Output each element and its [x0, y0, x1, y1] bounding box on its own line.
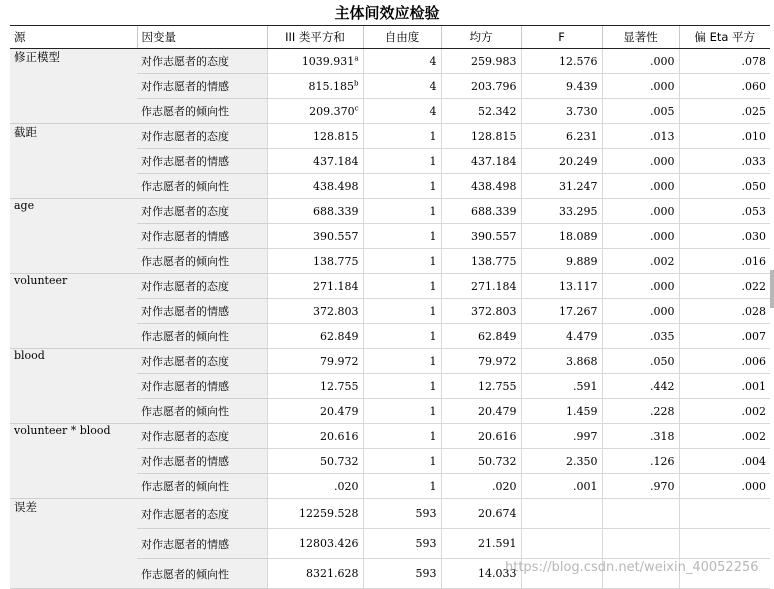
partial-eta-cell [679, 529, 770, 559]
partial-eta-cell: .053 [679, 199, 770, 224]
mean-square-cell: 20.479 [441, 399, 521, 424]
sum-of-squares-value: 688.339 [313, 204, 359, 218]
header-row [10, 26, 770, 49]
partial-eta-cell: .004 [679, 449, 770, 474]
mean-square-cell: 203.796 [441, 74, 521, 99]
header-significance: 显著性 [602, 26, 679, 49]
sum-of-squares-value: 138.775 [313, 254, 359, 268]
significance-cell: .000 [602, 299, 679, 324]
partial-eta-cell: .002 [679, 399, 770, 424]
sum-of-squares-cell [267, 299, 363, 324]
header-f: F [521, 26, 602, 49]
significance-cell: .013 [602, 124, 679, 149]
between-subjects-effects-table [10, 25, 770, 589]
header-source: 源 [10, 26, 137, 49]
f-cell: 33.295 [521, 199, 602, 224]
sum-of-squares-value: 79.972 [320, 354, 359, 368]
sum-of-squares-value: 62.849 [320, 329, 359, 343]
table-row [10, 199, 770, 224]
header-df: 自由度 [363, 26, 441, 49]
partial-eta-cell: .010 [679, 124, 770, 149]
dependent-variable-cell: 对作志愿者的情感 [137, 224, 267, 249]
dependent-variable-cell: 作志愿者的倾向性 [137, 99, 267, 124]
partial-eta-cell: .050 [679, 174, 770, 199]
mean-square-cell: 12.755 [441, 374, 521, 399]
mean-square-cell: 14.033 [441, 559, 521, 589]
sum-of-squares-value: 12.755 [320, 379, 359, 393]
df-cell: 1 [363, 299, 441, 324]
dependent-variable-cell: 对作志愿者的态度 [137, 49, 267, 74]
sum-of-squares-value: 12259.528 [299, 507, 359, 520]
mean-square-cell: 50.732 [441, 449, 521, 474]
sum-of-squares-value: 12803.426 [299, 537, 359, 550]
significance-cell: .005 [602, 99, 679, 124]
sum-of-squares-cell [267, 324, 363, 349]
sum-of-squares-value: 50.732 [320, 454, 359, 468]
f-cell: .997 [521, 424, 602, 449]
mean-square-cell: 20.616 [441, 424, 521, 449]
significance-cell: .035 [602, 324, 679, 349]
f-cell: 2.350 [521, 449, 602, 474]
mean-square-cell: .020 [441, 474, 521, 499]
sum-of-squares-cell [267, 224, 363, 249]
source-cell: volunteer [10, 274, 137, 349]
partial-eta-cell: .025 [679, 99, 770, 124]
df-cell: 1 [363, 324, 441, 349]
dependent-variable-cell: 对作志愿者的情感 [137, 149, 267, 174]
significance-cell: .126 [602, 449, 679, 474]
dependent-variable-cell: 对作志愿者的态度 [137, 124, 267, 149]
f-cell: 6.231 [521, 124, 602, 149]
sum-of-squares-cell [267, 559, 363, 589]
significance-cell: .000 [602, 49, 679, 74]
mean-square-cell: 20.674 [441, 499, 521, 529]
table-row [10, 349, 770, 374]
watermark: https://blog.csdn.net/weixin_40052256 [505, 560, 759, 575]
df-cell: 1 [363, 149, 441, 174]
mean-square-cell: 271.184 [441, 274, 521, 299]
partial-eta-cell: .006 [679, 349, 770, 374]
f-cell: 17.267 [521, 299, 602, 324]
sum-of-squares-cell [267, 49, 363, 74]
f-cell: .591 [521, 374, 602, 399]
dependent-variable-cell: 对作志愿者的情感 [137, 299, 267, 324]
sum-of-squares-value: 271.184 [313, 279, 359, 293]
f-cell: 31.247 [521, 174, 602, 199]
f-cell: 12.576 [521, 49, 602, 74]
sum-of-squares-cell [267, 174, 363, 199]
f-cell: 18.089 [521, 224, 602, 249]
sum-of-squares-cell [267, 274, 363, 299]
df-cell: 593 [363, 499, 441, 529]
dependent-variable-cell: 作志愿者的倾向性 [137, 174, 267, 199]
dependent-variable-cell: 对作志愿者的态度 [137, 424, 267, 449]
sum-of-squares-value: 20.479 [320, 404, 359, 418]
df-cell: 1 [363, 374, 441, 399]
partial-eta-cell: .001 [679, 374, 770, 399]
dependent-variable-cell: 对作志愿者的态度 [137, 274, 267, 299]
df-cell: 593 [363, 529, 441, 559]
sum-of-squares-cell [267, 199, 363, 224]
dependent-variable-cell: 对作志愿者的态度 [137, 199, 267, 224]
df-cell: 593 [363, 559, 441, 589]
source-cell: volunteer * blood [10, 424, 137, 499]
significance-cell [602, 499, 679, 529]
scrollbar-fragment [770, 270, 774, 308]
partial-eta-cell: .022 [679, 274, 770, 299]
significance-cell: .000 [602, 274, 679, 299]
df-cell: 1 [363, 124, 441, 149]
sum-of-squares-value: 437.184 [313, 154, 359, 168]
sum-of-squares-value: 128.815 [313, 129, 359, 143]
mean-square-cell: 62.849 [441, 324, 521, 349]
footnote-marker: a [354, 53, 359, 62]
sum-of-squares-cell [267, 474, 363, 499]
table-title: 主体间效应检验 [334, 4, 440, 22]
mean-square-cell: 52.342 [441, 99, 521, 124]
df-cell: 1 [363, 249, 441, 274]
df-cell: 1 [363, 224, 441, 249]
significance-cell: .002 [602, 249, 679, 274]
table-body [10, 49, 770, 589]
significance-cell: .000 [602, 174, 679, 199]
sum-of-squares-cell [267, 249, 363, 274]
df-cell: 4 [363, 99, 441, 124]
significance-cell: .318 [602, 424, 679, 449]
sum-of-squares-value: 438.498 [313, 179, 359, 193]
partial-eta-cell [679, 499, 770, 529]
dependent-variable-cell: 作志愿者的倾向性 [137, 559, 267, 589]
mean-square-cell: 259.983 [441, 49, 521, 74]
table-row [10, 424, 770, 449]
sum-of-squares-value: .020 [334, 479, 359, 493]
dependent-variable-cell: 作志愿者的倾向性 [137, 474, 267, 499]
significance-cell: .442 [602, 374, 679, 399]
sum-of-squares-value: 815.185 [308, 79, 355, 93]
dependent-variable-cell: 作志愿者的倾向性 [137, 324, 267, 349]
significance-cell: .000 [602, 224, 679, 249]
f-cell: .001 [521, 474, 602, 499]
sum-of-squares-cell [267, 374, 363, 399]
sum-of-squares-cell [267, 349, 363, 374]
sum-of-squares-cell [267, 99, 363, 124]
dependent-variable-cell: 作志愿者的倾向性 [137, 399, 267, 424]
sum-of-squares-cell [267, 424, 363, 449]
table-row [10, 274, 770, 299]
source-cell: 截距 [10, 124, 137, 199]
sum-of-squares-cell [267, 124, 363, 149]
source-cell: 误差 [10, 499, 137, 589]
f-cell: 9.439 [521, 74, 602, 99]
significance-cell [602, 529, 679, 559]
header-partial-eta-squared: 偏 Eta 平方 [679, 26, 770, 49]
sum-of-squares-cell [267, 74, 363, 99]
partial-eta-cell: .000 [679, 474, 770, 499]
sum-of-squares-value: 20.616 [320, 429, 359, 443]
footnote-marker: b [354, 78, 359, 87]
significance-cell: .000 [602, 199, 679, 224]
dependent-variable-cell: 对作志愿者的情感 [137, 529, 267, 559]
significance-cell: .970 [602, 474, 679, 499]
f-cell: 3.730 [521, 99, 602, 124]
partial-eta-cell: .007 [679, 324, 770, 349]
f-cell: 3.868 [521, 349, 602, 374]
partial-eta-cell: .078 [679, 49, 770, 74]
f-cell: 1.459 [521, 399, 602, 424]
sum-of-squares-cell [267, 529, 363, 559]
partial-eta-cell: .028 [679, 299, 770, 324]
dependent-variable-cell: 对作志愿者的情感 [137, 374, 267, 399]
footnote-marker: c [354, 103, 359, 112]
dependent-variable-cell: 对作志愿者的态度 [137, 349, 267, 374]
source-cell: blood [10, 349, 137, 424]
df-cell: 1 [363, 399, 441, 424]
table-row [10, 499, 770, 529]
df-cell: 1 [363, 174, 441, 199]
df-cell: 1 [363, 349, 441, 374]
f-cell [521, 529, 602, 559]
f-cell: 13.117 [521, 274, 602, 299]
partial-eta-cell: .002 [679, 424, 770, 449]
df-cell: 4 [363, 74, 441, 99]
mean-square-cell: 390.557 [441, 224, 521, 249]
df-cell: 1 [363, 199, 441, 224]
sum-of-squares-value: 209.370 [309, 104, 355, 118]
df-cell: 1 [363, 474, 441, 499]
sum-of-squares-value: 1039.931 [301, 54, 355, 68]
partial-eta-cell: .030 [679, 224, 770, 249]
significance-cell: .000 [602, 74, 679, 99]
table-row [10, 124, 770, 149]
f-cell: 9.889 [521, 249, 602, 274]
mean-square-cell: 21.591 [441, 529, 521, 559]
f-cell: 4.479 [521, 324, 602, 349]
mean-square-cell: 138.775 [441, 249, 521, 274]
f-cell: 20.249 [521, 149, 602, 174]
sum-of-squares-value: 8321.628 [306, 567, 359, 580]
header-mean-square: 均方 [441, 26, 521, 49]
df-cell: 1 [363, 449, 441, 474]
mean-square-cell: 128.815 [441, 124, 521, 149]
f-cell [521, 499, 602, 529]
mean-square-cell: 372.803 [441, 299, 521, 324]
mean-square-cell: 438.498 [441, 174, 521, 199]
sum-of-squares-cell [267, 449, 363, 474]
significance-cell: .228 [602, 399, 679, 424]
sum-of-squares-cell [267, 149, 363, 174]
source-cell: 修正模型 [10, 49, 137, 124]
partial-eta-cell: .033 [679, 149, 770, 174]
partial-eta-cell: .060 [679, 74, 770, 99]
partial-eta-cell: .016 [679, 249, 770, 274]
dependent-variable-cell: 对作志愿者的情感 [137, 74, 267, 99]
dependent-variable-cell: 对作志愿者的情感 [137, 449, 267, 474]
df-cell: 1 [363, 424, 441, 449]
sum-of-squares-cell [267, 399, 363, 424]
sum-of-squares-value: 390.557 [313, 229, 359, 243]
header-sum-of-squares: III 类平方和 [267, 26, 363, 49]
source-cell: age [10, 199, 137, 274]
mean-square-cell: 79.972 [441, 349, 521, 374]
header-dependent-variable: 因变量 [137, 26, 267, 49]
df-cell: 1 [363, 274, 441, 299]
sum-of-squares-value: 372.803 [313, 304, 359, 318]
mean-square-cell: 437.184 [441, 149, 521, 174]
dependent-variable-cell: 对作志愿者的态度 [137, 499, 267, 529]
significance-cell: .000 [602, 149, 679, 174]
mean-square-cell: 688.339 [441, 199, 521, 224]
dependent-variable-cell: 作志愿者的倾向性 [137, 249, 267, 274]
sum-of-squares-cell [267, 499, 363, 529]
table-row [10, 49, 770, 74]
significance-cell: .050 [602, 349, 679, 374]
df-cell: 4 [363, 49, 441, 74]
